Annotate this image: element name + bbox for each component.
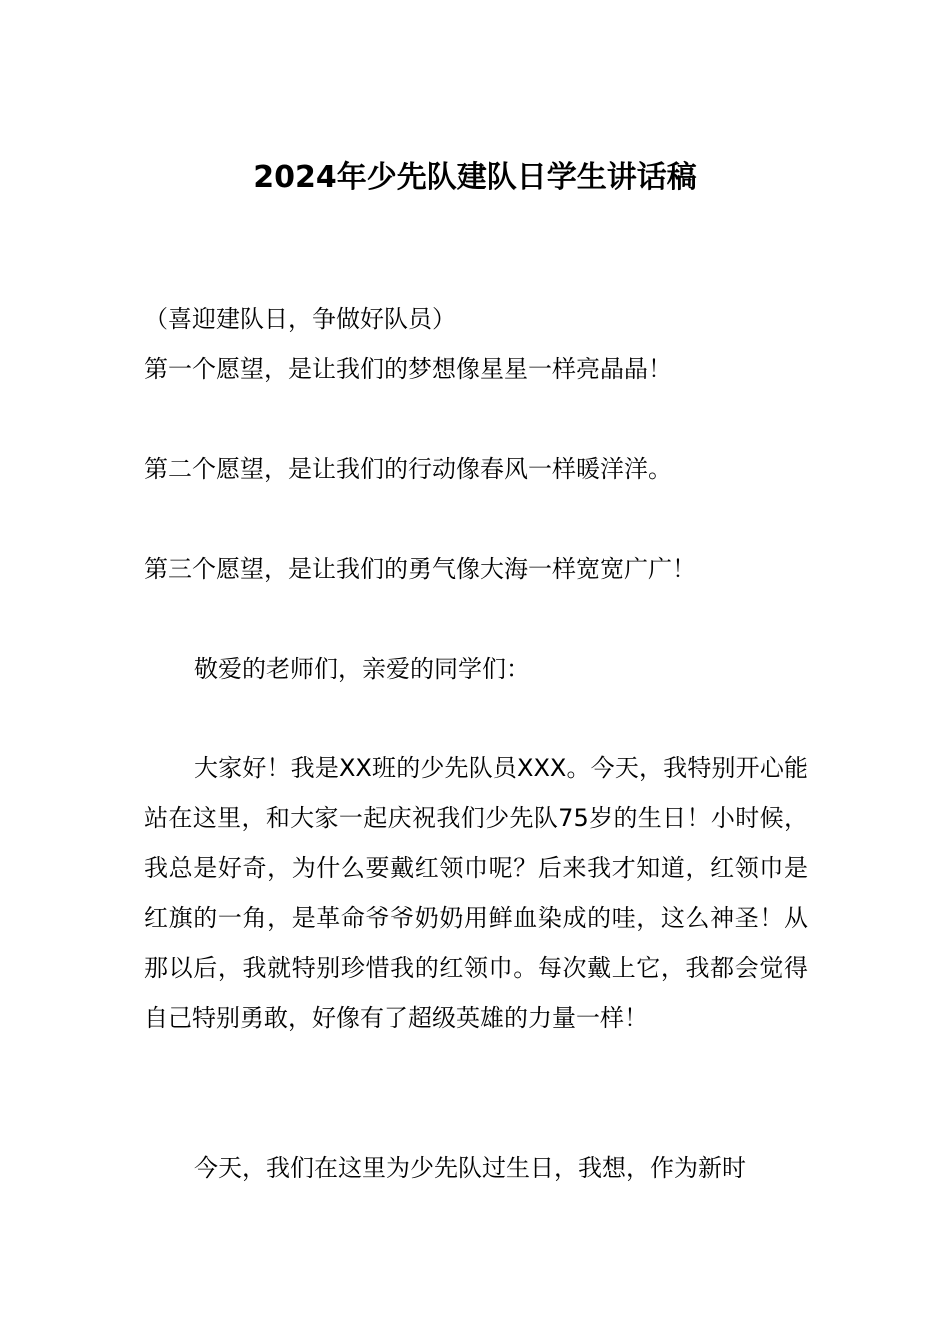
document-title: 2024年少先队建队日学生讲话稿 (253, 160, 697, 195)
wish-2: 第二个愿望，是让我们的行动像春风一样暖洋洋。 (144, 455, 672, 483)
subtitle: （喜迎建队日，争做好队员） (144, 305, 456, 333)
wish-1: 第一个愿望，是让我们的梦想像星星一样亮晶晶！ (144, 355, 672, 383)
wish-3: 第三个愿望，是让我们的勇气像大海一样宽宽广广！ (144, 555, 696, 583)
body-paragraph-1: 大家好！我是XX班的少先队员XXX。今天，我特别开心能站在这里，和大家一起庆祝我们少先队75岁的生日！小时候，我总是好奇，为什么要戴红领巾呢？后来我才知道，红领巾是红旗的一角，是革命爷爷奶奶用鲜血染成的哇，这么神圣！从那以后，我就特别珍惜我的红领巾。每次戴上它，我都会觉得自己特别勇敢，好像有了超级英雄的力量一样！ (144, 754, 808, 1032)
body-paragraph-2: 今天，我们在这里为少先队过生日，我想，作为新时 (194, 1154, 746, 1182)
greeting: 敬爱的老师们，亲爱的同学们： (194, 655, 530, 683)
